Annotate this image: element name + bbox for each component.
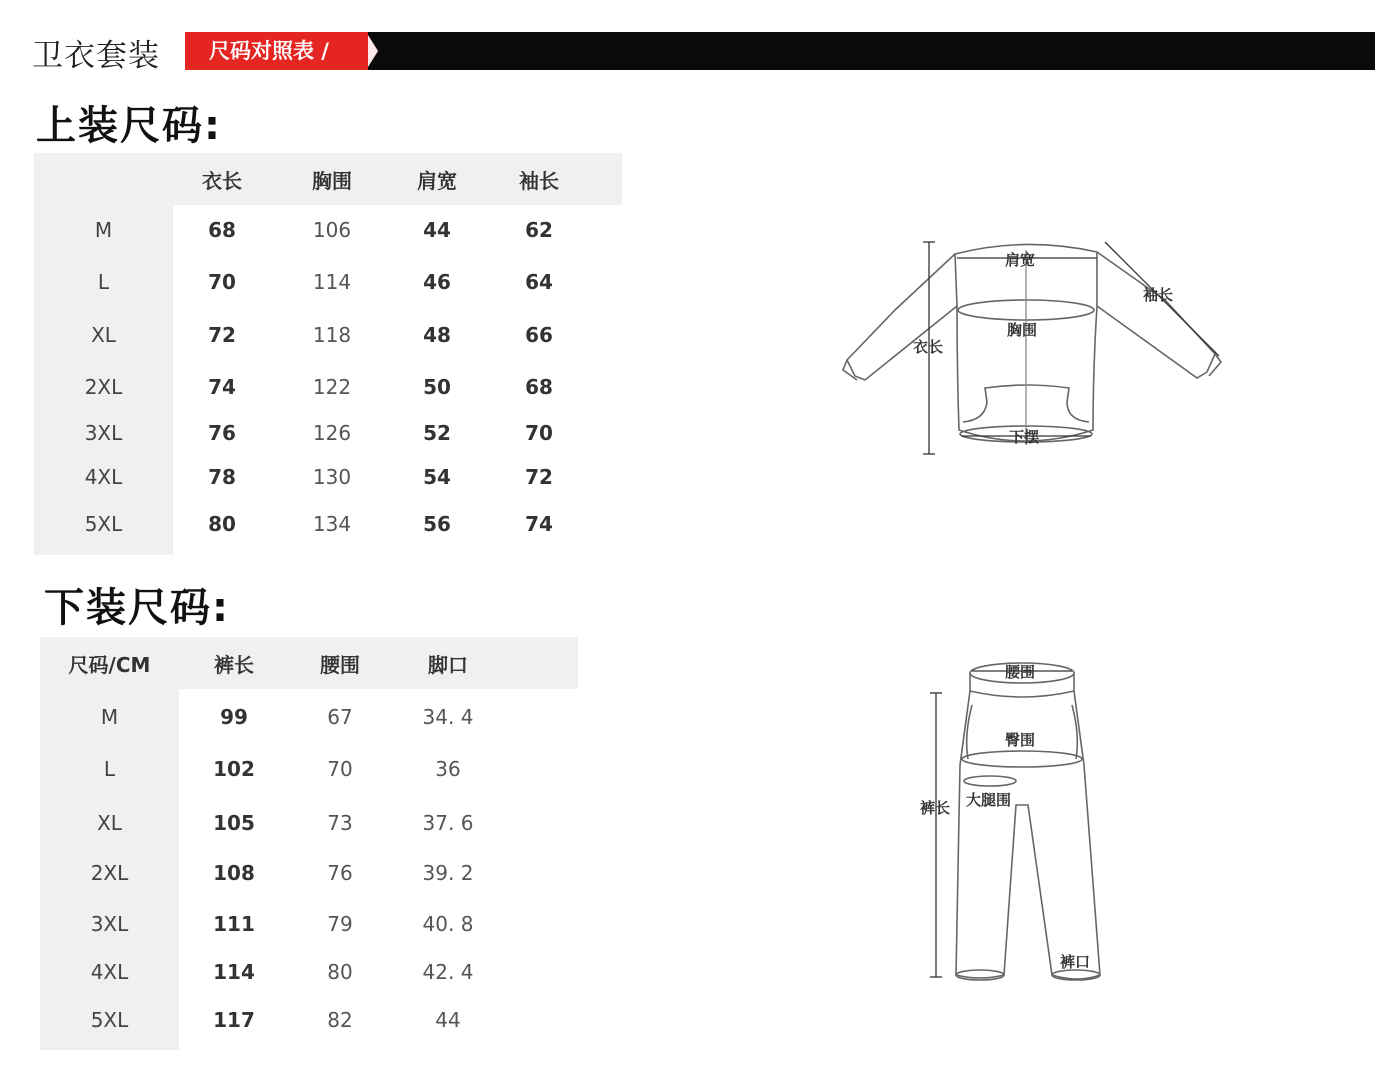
table-cell: 72 bbox=[525, 465, 553, 489]
shoulder-label: 肩宽 bbox=[1005, 251, 1036, 269]
table-cell: 72 bbox=[208, 323, 236, 347]
table-cell: 82 bbox=[327, 1008, 353, 1032]
table-cell: 44 bbox=[423, 218, 451, 242]
table-cell: 42. 4 bbox=[422, 960, 474, 984]
table-cell: 76 bbox=[327, 861, 353, 885]
table-cell: 70 bbox=[525, 421, 553, 445]
hem-label: 下摆 bbox=[1009, 428, 1040, 446]
table-cell: 74 bbox=[525, 512, 553, 536]
size-label: 5XL bbox=[90, 1008, 129, 1032]
size-label: XL bbox=[91, 323, 116, 347]
table-cell: 73 bbox=[327, 811, 353, 835]
pants-diagram bbox=[910, 655, 1130, 995]
size-chart-tag: 尺码对照表 / bbox=[185, 32, 368, 70]
table-cell: 70 bbox=[327, 757, 353, 781]
table-cell: 74 bbox=[208, 375, 236, 399]
size-label: L bbox=[103, 757, 116, 781]
table-cell: 105 bbox=[213, 811, 255, 835]
tag-arrow-notch-icon bbox=[368, 35, 378, 67]
size-label: 4XL bbox=[84, 465, 123, 489]
table-cell: 80 bbox=[327, 960, 353, 984]
table-cell: 108 bbox=[213, 861, 255, 885]
table-cell: 52 bbox=[423, 421, 451, 445]
top-size-table bbox=[34, 153, 622, 555]
table-cell: 40. 8 bbox=[422, 912, 474, 936]
waist-label: 腰围 bbox=[1005, 663, 1036, 681]
table-cell: 99 bbox=[220, 705, 248, 729]
column-header: 腰围 bbox=[320, 653, 360, 677]
table-cell: 68 bbox=[525, 375, 553, 399]
bottom-size-table bbox=[40, 637, 578, 1050]
size-label: 2XL bbox=[90, 861, 129, 885]
table-cell: 48 bbox=[423, 323, 451, 347]
size-label: 2XL bbox=[84, 375, 123, 399]
table-cell: 111 bbox=[213, 912, 255, 936]
table-cell: 54 bbox=[423, 465, 451, 489]
column-header: 衣长 bbox=[202, 169, 242, 193]
chest-label: 胸围 bbox=[1007, 321, 1038, 339]
table-cell: 76 bbox=[208, 421, 236, 445]
length-label: 衣长 bbox=[913, 338, 944, 356]
column-header: 脚口 bbox=[428, 653, 468, 677]
sleeve-label: 袖长 bbox=[1143, 286, 1174, 304]
table-cell: 130 bbox=[312, 465, 352, 489]
column-header: 肩宽 bbox=[417, 169, 457, 193]
table-cell: 66 bbox=[525, 323, 553, 347]
table-cell: 36 bbox=[435, 757, 461, 781]
size-label: M bbox=[94, 218, 113, 242]
table-cell: 64 bbox=[525, 270, 553, 294]
table-cell: 68 bbox=[208, 218, 236, 242]
leg-opening-label: 裤口 bbox=[1060, 953, 1091, 971]
size-label: XL bbox=[97, 811, 122, 835]
header-black-stripe bbox=[368, 32, 1375, 70]
corner-header: 尺码/CM bbox=[68, 653, 151, 677]
column-header: 胸围 bbox=[312, 169, 352, 193]
column-header: 袖长 bbox=[519, 169, 559, 193]
size-label: 3XL bbox=[84, 421, 123, 445]
header-bar bbox=[0, 28, 1375, 72]
table-cell: 80 bbox=[208, 512, 236, 536]
table-cell: 46 bbox=[423, 270, 451, 294]
table-cell: 62 bbox=[525, 218, 553, 242]
table-cell: 50 bbox=[423, 375, 451, 399]
top-section-title: 上装尺码: bbox=[36, 103, 222, 149]
table-cell: 67 bbox=[327, 705, 353, 729]
table-cell: 106 bbox=[312, 218, 352, 242]
table-cell: 70 bbox=[208, 270, 236, 294]
table-cell: 34. 4 bbox=[422, 705, 474, 729]
thigh-label: 大腿围 bbox=[966, 791, 1012, 809]
size-label: 5XL bbox=[84, 512, 123, 536]
table-cell: 126 bbox=[312, 421, 352, 445]
column-header: 裤长 bbox=[214, 653, 254, 677]
table-cell: 44 bbox=[435, 1008, 461, 1032]
table-cell: 102 bbox=[213, 757, 255, 781]
size-label: 3XL bbox=[90, 912, 129, 936]
bottom-section-title: 下装尺码: bbox=[44, 585, 230, 631]
table-cell: 118 bbox=[312, 323, 352, 347]
table-cell: 39. 2 bbox=[422, 861, 474, 885]
table-cell: 134 bbox=[312, 512, 352, 536]
table-cell: 56 bbox=[423, 512, 451, 536]
table-cell: 122 bbox=[312, 375, 352, 399]
page-title: 卫衣套装 bbox=[32, 38, 160, 74]
size-label: L bbox=[97, 270, 110, 294]
table-cell: 37. 6 bbox=[422, 811, 474, 835]
pants-length-label: 裤长 bbox=[920, 799, 951, 817]
table-cell: 117 bbox=[213, 1008, 255, 1032]
table-cell: 78 bbox=[208, 465, 236, 489]
hoodie-diagram bbox=[835, 230, 1235, 470]
table-cell: 79 bbox=[327, 912, 353, 936]
table-cell: 114 bbox=[312, 270, 352, 294]
size-label: M bbox=[100, 705, 119, 729]
table-cell: 114 bbox=[213, 960, 255, 984]
size-label: 4XL bbox=[90, 960, 129, 984]
hip-label: 臀围 bbox=[1005, 731, 1036, 749]
